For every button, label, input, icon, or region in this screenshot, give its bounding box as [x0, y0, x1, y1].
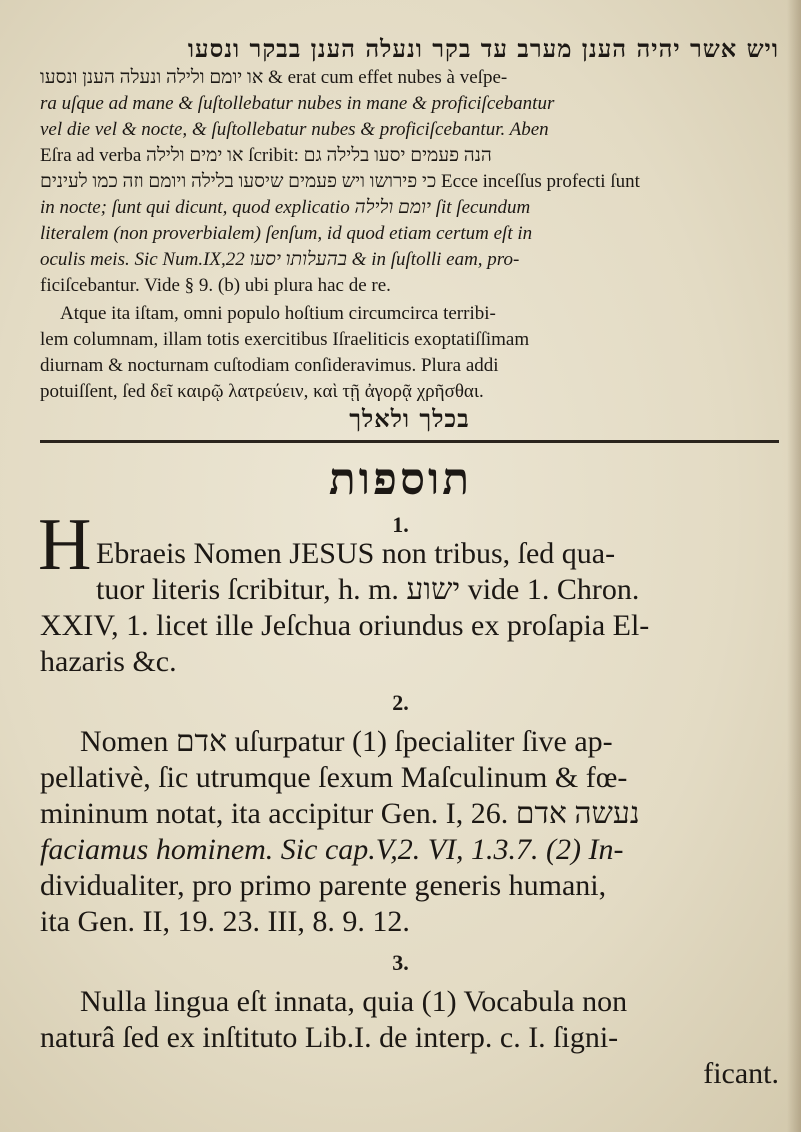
- text-line: כי פירושו ויש פעמים שיסעו בלילה ויומם וזה כמו לעינים Ecce inceſſus profecti ſunt: [40, 171, 640, 192]
- text-line: literalem (non proverbialem) ſenſum, id quod etiam certum eſt in: [40, 223, 533, 244]
- text-line: Nulla lingua eſt innata, quia (1) Vocabula non: [80, 985, 628, 1018]
- text-line: ra uſque ad mane & ſuſtollebatur nubes in mane & proficiſcebantur: [40, 93, 555, 114]
- text-line: pellativè, ſic utrumque ſexum Maſculinum & fœ-: [40, 761, 628, 794]
- text-line: faciamus hominem. Sic cap.V,2. VI, 1.3.7. (2) In-: [40, 833, 624, 866]
- text-line: potuiſſent, ſed δεῖ καιρῷ λατρεύειν, καὶ τῇ ἀγορᾷ χρῆσθαι.: [40, 381, 484, 402]
- text-line: mininum notat, ita accipitur Gen. I, 26. נעשה אדם: [40, 797, 640, 830]
- text-line: hazaris &c.: [40, 645, 177, 678]
- divider-rule: [40, 440, 779, 443]
- text-line: Ebraeis Nomen JESUS non tribus, ſed qua-: [96, 537, 616, 570]
- text-line: ficiſcebantur. Vide § 9. (b) ubi plura hac de re.: [40, 275, 391, 296]
- text-line: naturâ ſed ex inſtituto Lib.I. de interp. c. I. ſigni-: [40, 1021, 619, 1054]
- hebrew-closing-line: בכלך ולאלך: [349, 404, 470, 433]
- text-line: ita Gen. II, 19. 23. III, 8. 9. 12.: [40, 905, 410, 938]
- hebrew-line: ויש אשר יהיה הענן מערב עד בקר ונעלה הענן בבקר ונסעו: [187, 34, 779, 63]
- text-line: tuor literis ſcribitur, h. m. ישוע vide 1. Chron.: [96, 573, 640, 606]
- text-line: in nocte; ſunt qui dicunt, quod explicatio יומם ולילה ſit ſecundum: [40, 197, 531, 218]
- text-line: או יומם ולילה ונעלה הענן ונסעו & erat cum effet nubes à veſpe-: [40, 67, 508, 88]
- paragraph-number: 2.: [392, 690, 409, 715]
- text-line: diurnam & nocturnam cuſtodiam conſideravimus. Plura addi: [40, 355, 499, 376]
- text-line: Eſra ad verba או ימים ולילה ſcribit: הנה פעמים יסעו בלילה גם: [40, 145, 492, 166]
- paragraph-number: 1.: [392, 512, 409, 537]
- text-line: ficant.: [703, 1057, 779, 1090]
- section-heading: תוספות: [328, 454, 473, 505]
- text-line: dividualiter, pro primo parente generis humani,: [40, 869, 607, 902]
- text-line: lem columnam, illam totis exercitibus Iſraeliticis exoptatiſſimam: [40, 329, 530, 350]
- text-line: oculis meis. Sic Num.IX,22 בהעלותו יסעו & in ſuſtolli eam, pro-: [40, 249, 520, 270]
- text-line: Atque ita iſtam, omni populo hoſtium circumcirca terribi-: [60, 303, 496, 324]
- text-line: XXIV, 1. licet ille Jeſchua oriundus ex proſapia El-: [40, 609, 650, 642]
- text-line: Nomen אדם uſurpatur (1) ſpecialiter ſive ap-: [80, 725, 613, 758]
- drop-cap: H: [38, 504, 92, 586]
- paragraph-number: 3.: [392, 950, 409, 975]
- text-line: vel die vel & nocte, & ſuſtollebatur nubes & proficiſcebantur. Aben: [40, 119, 549, 140]
